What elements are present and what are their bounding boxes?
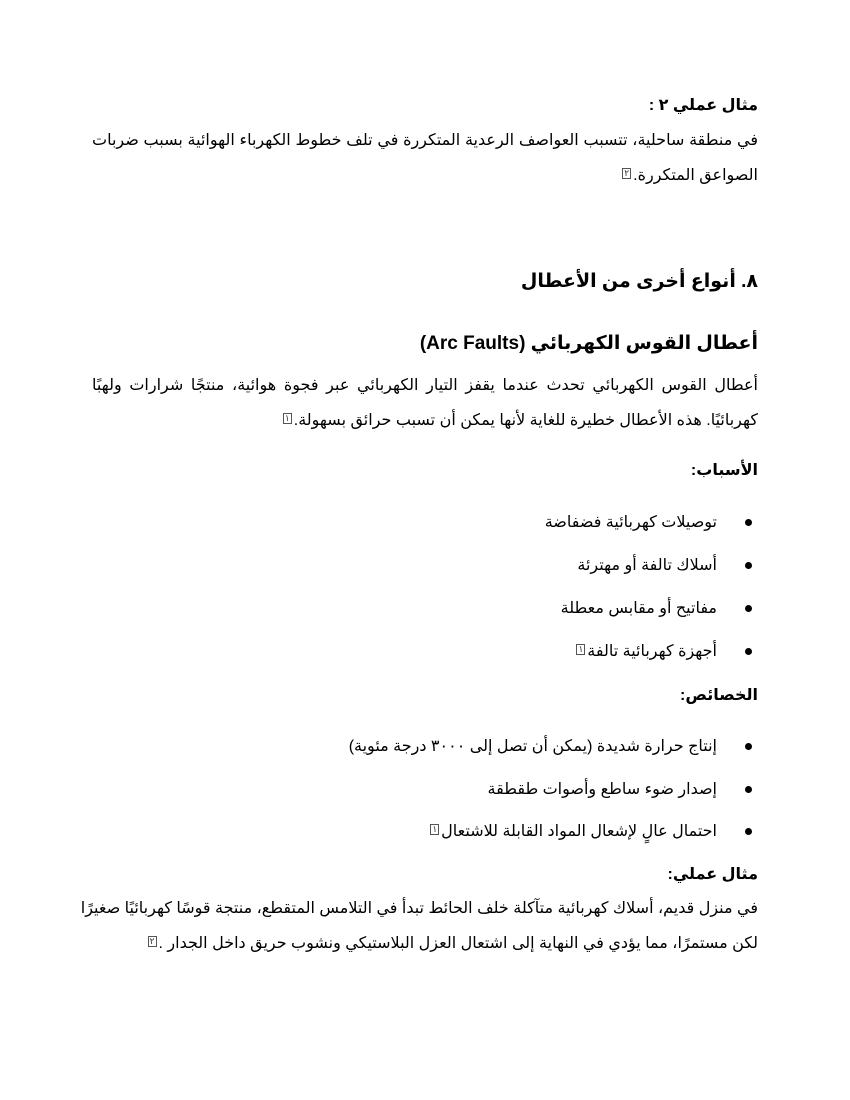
bullet-icon [745, 786, 752, 793]
list-item [545, 512, 758, 532]
cause-text: مفاتيح أو مقابس معطلة [560, 600, 717, 617]
list-item [577, 555, 758, 575]
example-line-2-wrap [148, 933, 758, 953]
example-2-title: مثال عملي ٢ : [648, 97, 758, 114]
bullet-icon [745, 605, 752, 612]
arc-faults-heading: أعطال القوس الكهربائي (Arc Faults) [419, 333, 758, 354]
features-label: الخصائص: [680, 687, 758, 704]
footnote-ref[interactable]: ١ [432, 824, 438, 834]
footnote-ref[interactable]: ١ [284, 413, 290, 423]
cause-text: توصيلات كهربائية فضفاضة [544, 514, 717, 531]
bullet-icon [745, 743, 752, 750]
bullet-icon [745, 828, 752, 835]
feature-text: إنتاج حرارة شديدة (يمكن أن تصل إلى ٣٠٠٠ درجة مئوية) [348, 738, 717, 755]
example-line-1: في منزل قديم، أسلاك كهربائية متآكلة خلف الحائط تبدأ في التلامس المتقطع، منتجة قوسًا كهربائيًا صغيرًا [80, 900, 758, 917]
list-item [488, 779, 758, 799]
cause-text: أجهزة كهربائية تالفة [587, 643, 717, 660]
example-2-line-2-wrap [622, 165, 758, 185]
list-item [349, 736, 758, 756]
feature-text: إصدار ضوء ساطع وأصوات طقطقة [487, 781, 717, 798]
example-2-line-1: في منطقة ساحلية، تتسبب العواصف الرعدية المتكررة في تلف خطوط الكهرباء الهوائية بسبب ضربات [92, 132, 758, 149]
footnote-ref[interactable]: ٢ [624, 168, 630, 178]
footnote-ref[interactable]: ٢ [149, 936, 155, 946]
bullet-icon [745, 562, 752, 569]
arc-para-line-2: كهربائيًا. هذه الأعطال خطيرة للغاية لأنها يمكن أن تسبب حرائق بسهولة. [293, 412, 758, 429]
list-item [576, 641, 758, 661]
arc-para-line-2-wrap [283, 410, 758, 430]
arc-para-line-1: أعطال القوس الكهربائي تحدث عندما يقفز التيار الكهربائي عبر فجوة هوائية، منتجًا شرارات ولهبًا [92, 377, 758, 394]
footnote-ref[interactable]: ١ [578, 644, 584, 654]
feature-text: احتمال عالٍ لإشعال المواد القابلة للاشتعال [441, 823, 717, 840]
list-item [561, 598, 758, 618]
causes-label: الأسباب: [690, 462, 758, 479]
example-2-line-2: الصواعق المتكررة. [633, 167, 758, 184]
example-label: مثال عملي: [667, 866, 758, 883]
example-line-2: لكن مستمرًا، مما يؤدي في النهاية إلى اشتعال العزل البلاستيكي ونشوب حريق داخل الجدار . [158, 935, 758, 952]
bullet-icon [745, 519, 752, 526]
list-item [430, 821, 758, 841]
section-8-title: ٨. أنواع أخرى من الأعطال [520, 271, 758, 292]
cause-text: أسلاك تالفة أو مهترئة [577, 557, 717, 574]
bullet-icon [745, 648, 752, 655]
